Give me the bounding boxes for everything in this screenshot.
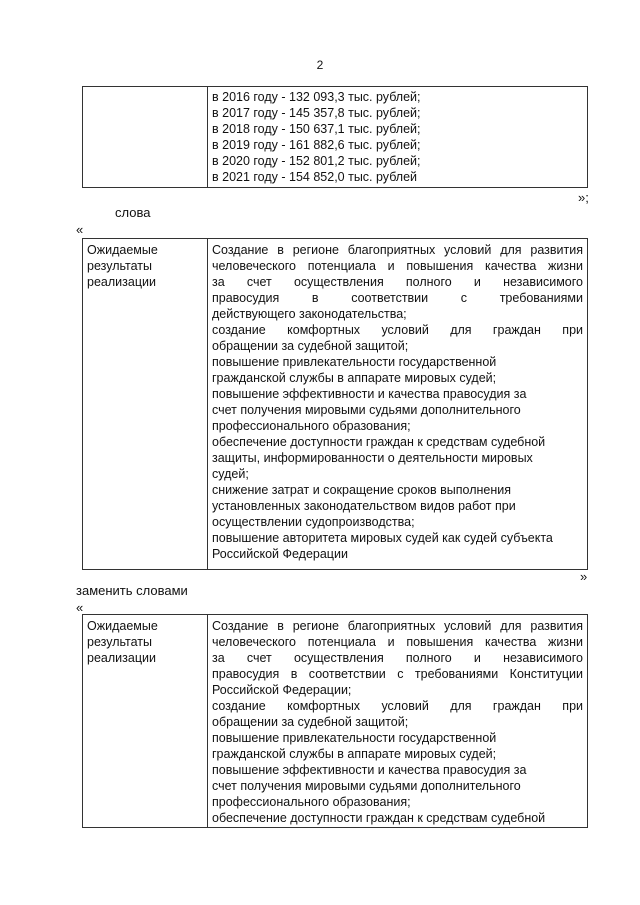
text-line: создание комфортных условий для граждан при <box>212 699 583 713</box>
text-line: гражданской службы в аппарате мировых судей; <box>212 371 497 385</box>
label-line: Ожидаемые <box>87 619 158 633</box>
funding-line: в 2021 году - 154 852,0 тыс. рублей <box>212 170 418 184</box>
funding-table-right-cell <box>208 87 587 187</box>
funding-line: в 2017 году - 145 357,8 тыс. рублей; <box>212 106 421 120</box>
text-line: за счет осуществления полного и независимого <box>212 651 583 665</box>
opening-quote: « <box>76 222 84 237</box>
text-line: повышение привлекательности государственной <box>212 355 497 369</box>
text-line: повышение эффективности и качества правосудия за <box>212 387 527 401</box>
text-line: Создание в регионе благоприятных условий для развития <box>212 619 583 633</box>
text-line: Создание в регионе благоприятных условий для развития <box>212 243 583 257</box>
text-line: обеспечение доступности граждан к средствам судебной <box>212 811 546 825</box>
text-line: счет получения мировыми судьями дополнительного <box>212 779 521 793</box>
funding-line: в 2020 году - 152 801,2 тыс. рублей; <box>212 154 421 168</box>
replace-label: заменить словами <box>76 583 188 598</box>
text-line: действующего законодательства; <box>212 307 407 321</box>
old-results-label-cell <box>83 239 208 569</box>
text-line: человеческого потенциала и повышения качества жизни <box>212 259 583 273</box>
label-line: реализации <box>87 275 156 289</box>
label-line: Ожидаемые <box>87 243 158 257</box>
funding-line: в 2018 году - 150 637,1 тыс. рублей; <box>212 122 421 136</box>
text-line: осуществлении судопроизводства; <box>212 515 415 529</box>
text-line: профессионального образования; <box>212 795 411 809</box>
closing-quote: » <box>580 569 588 584</box>
old-results-table <box>82 238 588 570</box>
funding-table-left-cell <box>83 87 208 187</box>
funding-table <box>82 86 588 188</box>
funding-line: в 2016 году - 132 093,3 тыс. рублей; <box>212 90 421 104</box>
new-results-table <box>82 614 588 828</box>
label-line: результаты <box>87 635 152 649</box>
closing-quote: »; <box>578 190 589 205</box>
text-line: обеспечение доступности граждан к средствам судебной <box>212 435 546 449</box>
label-line: результаты <box>87 259 152 273</box>
text-line: гражданской службы в аппарате мировых судей; <box>212 747 497 761</box>
text-line: правосудия в соответствии с требованиями Конституции <box>212 667 583 681</box>
label-line: реализации <box>87 651 156 665</box>
old-results-text-cell <box>208 239 587 569</box>
text-line: судей; <box>212 467 249 481</box>
text-line: защиты, информированности о деятельности мировых <box>212 451 533 465</box>
text-line: Российской Федерации; <box>212 683 352 697</box>
text-line: создание комфортных условий для граждан при <box>212 323 583 337</box>
text-line: повышение авторитета мировых судей как судей субъекта <box>212 531 553 545</box>
funding-line: в 2019 году - 161 882,6 тыс. рублей; <box>212 138 421 152</box>
text-line: установленных законодательством видов работ при <box>212 499 516 513</box>
new-results-text-cell <box>208 615 587 827</box>
text-line: обращении за судебной защитой; <box>212 715 409 729</box>
text-line: обращении за судебной защитой; <box>212 339 409 353</box>
text-line: Российской Федерации <box>212 547 348 561</box>
text-line: повышение привлекательности государственной <box>212 731 497 745</box>
text-line: снижение затрат и сокращение сроков выполнения <box>212 483 511 497</box>
page-number: 2 <box>316 58 324 72</box>
words-label: слова <box>115 205 151 220</box>
new-results-label-cell <box>83 615 208 827</box>
text-line: счет получения мировыми судьями дополнительного <box>212 403 521 417</box>
text-line: человеческого потенциала и повышения качества жизни <box>212 635 583 649</box>
text-line: правосудия в соответствии с требованиями <box>212 291 583 305</box>
text-line: профессионального образования; <box>212 419 411 433</box>
text-line: повышение эффективности и качества правосудия за <box>212 763 527 777</box>
opening-quote: « <box>76 600 84 615</box>
text-line: за счет осуществления полного и независимого <box>212 275 583 289</box>
